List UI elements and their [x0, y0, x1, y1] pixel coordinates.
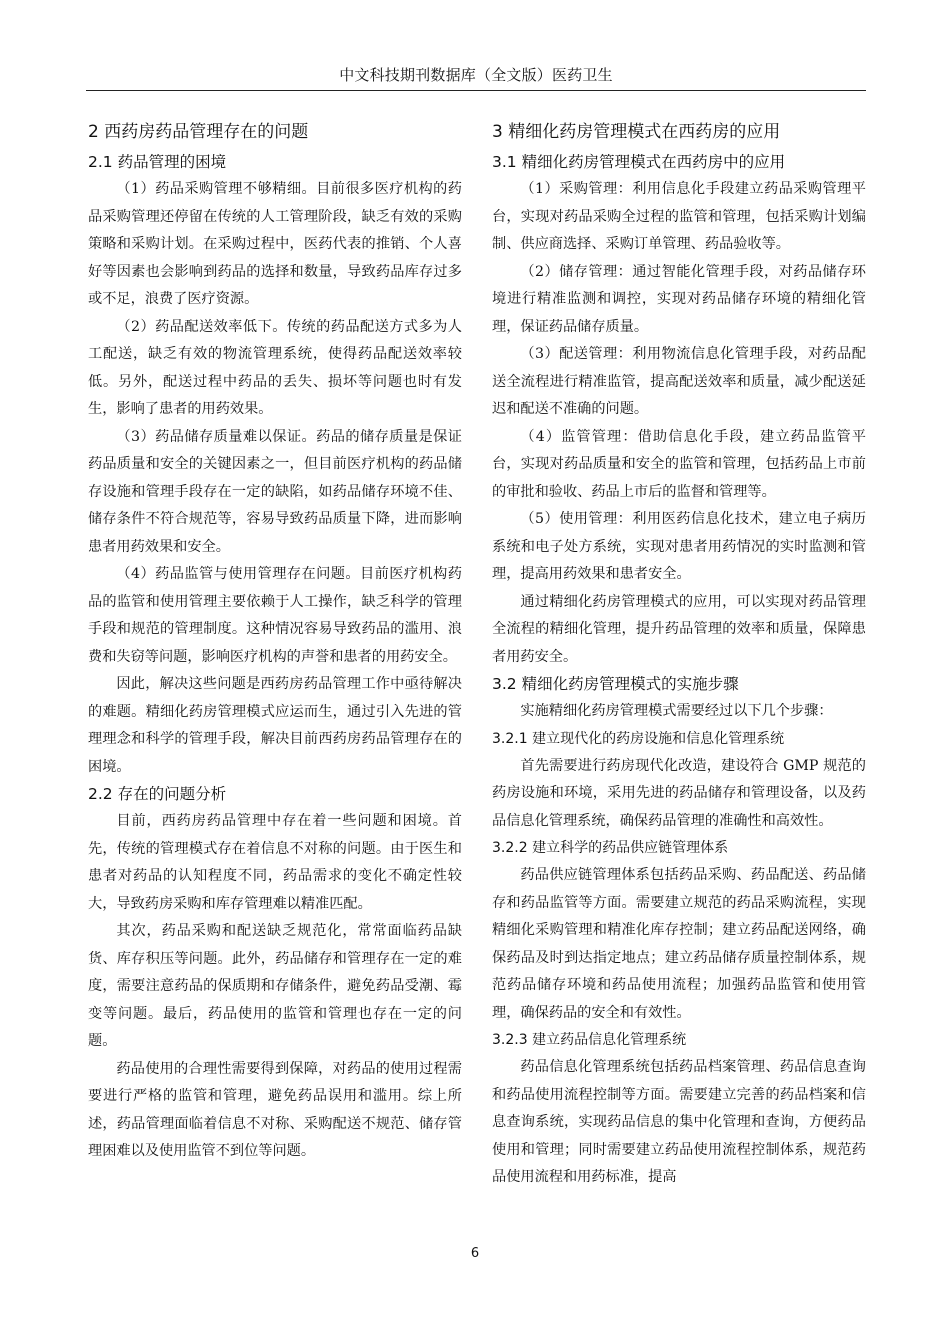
paragraph: （2）储存管理：通过智能化管理手段，对药品储存环境进行精准监测和调控，实现对药品储存环境的精细化管理，保证药品储存质量。	[492, 263, 866, 335]
left-column	[88, 118, 462, 1166]
paragraph: （4）监管管理：借助信息化手段，建立药品监管平台，实现对药品质量和安全的监管和管理，包括药品上市前的审批和验收、药品上市后的监督和管理等。	[492, 428, 866, 500]
paragraph: 目前，西药房药品管理中存在着一些问题和困境。首先，传统的管理模式存在着信息不对称的问题。由于医生和患者对药品的认知程度不同，药品需求的变化不确定性较大，导致药房采购和库存管理难以精准匹配。	[88, 813, 462, 912]
paragraph: 因此，解决这些问题是西药房药品管理工作中亟待解决的难题。精细化药房管理模式应运而生，通过引入先进的管理理念和科学的管理手段，解决目前西药房药品管理存在的困境。	[88, 676, 462, 775]
paragraph: （4）药品监管与使用管理存在问题。目前医疗机构药品的监管和使用管理主要依赖于人工操作，缺乏科学的管理手段和规范的管理制度。这种情况容易导致药品的滥用、浪费和失窃等问题，影响医疗机构的声誉和患者的用药安全。	[88, 566, 462, 665]
section-3-2-heading: 3.2 精细化药房管理模式的实施步骤	[492, 675, 739, 693]
paragraph: 首先需要进行药房现代化改造，建设符合 GMP 规范的药房设施和环境，采用先进的药品储存和管理设备，以及药品信息化管理系统，确保药品管理的准确性和高效性。	[492, 757, 866, 829]
paragraph: （3）配送管理：利用物流信息化管理手段，对药品配送全流程进行精准监管，提高配送效率和质量，减少配送延迟和配送不准确的问题。	[492, 346, 866, 417]
section-3-2-2-heading: 3.2.2 建立科学的药品供应链管理体系	[492, 840, 729, 856]
right-column	[492, 118, 866, 1192]
section-2-1-heading: 2.1 药品管理的困境	[88, 153, 227, 171]
page-number: 6	[470, 1246, 480, 1261]
section-3-2-1-heading: 3.2.1 建立现代化的药房设施和信息化管理系统	[492, 730, 785, 747]
section-3-2-3-heading: 3.2.3 建立药品信息化管理系统	[492, 1032, 687, 1048]
running-header: 中文科技期刊数据库（全文版）医药卫生	[86, 62, 866, 91]
paragraph: （3）药品储存质量难以保证。药品的储存质量是保证药品质量和安全的关键因素之一，但目前医疗机构的药品储存设施和管理手段存在一定的缺陷，如药品储存环境不佳、储存条件不符合规范等，容易导致药品质量下降，进而影响患者用药效果和安全。	[88, 428, 462, 555]
paragraph: 其次，药品采购和配送缺乏规范化，常常面临药品缺货、库存积压等问题。此外，药品储存和管理存在一定的难度，需要注意药品的保质期和存储条件，避免药品受潮、霉变等问题。最后，药品使用的监管和管理也存在一定的问题。	[88, 923, 462, 1049]
section-2-heading: 2 西药房药品管理存在的问题	[88, 122, 309, 142]
paragraph: （2）药品配送效率低下。传统的药品配送方式多为人工配送，缺乏有效的物流管理系统，使得药品配送效率较低。另外，配送过程中药品的丢失、损坏等问题也时有发生，影响了患者的用药效果。	[88, 318, 462, 417]
section-3-heading: 3 精细化药房管理模式在西药房的应用	[492, 122, 781, 142]
paragraph: 实施精细化药房管理模式需要经过以下几个步骤：	[520, 703, 833, 719]
paragraph: 药品使用的合理性需要得到保障，对药品的使用过程需要进行严格的监管和管理，避免药品误用和滥用。综上所述，药品管理面临着信息不对称、采购配送不规范、储存管理困难以及使用监管不到位等问题。	[88, 1060, 462, 1159]
paragraph: 药品供应链管理体系包括药品采购、药品配送、药品储存和药品监管等方面。需要建立规范的药品采购流程，实现精细化采购管理和精准化库存控制；建立药品配送网络，确保药品及时到达指定地点；建立药品储存质量控制体系，规范药品储存环境和药品使用流程；加强药品监管和使用管理，确保药品的安全和有效性。	[492, 867, 866, 1021]
paragraph: （1）药品采购管理不够精细。目前很多医疗机构的药品采购管理还停留在传统的人工管理阶段，缺乏有效的采购策略和采购计划。在采购过程中，医药代表的推销、个人喜好等因素也会影响到药品的选择和数量，导致药品库存过多或不足，浪费了医疗资源。	[88, 181, 462, 307]
paragraph: （5）使用管理：利用医药信息化技术，建立电子病历系统和电子处方系统，实现对患者用药情况的实时监测和管理，提高用药效果和患者安全。	[492, 511, 866, 582]
paragraph: （1）采购管理：利用信息化手段建立药品采购管理平台，实现对药品采购全过程的监管和管理，包括采购计划编制、供应商选择、采购订单管理、药品验收等。	[492, 181, 866, 252]
paragraph: 药品信息化管理系统包括药品档案管理、药品信息查询和药品使用流程控制等方面。需要建立完善的药品档案和信息查询系统，实现药品信息的集中化管理和查询，方便药品使用和管理；同时需要建立药品使用流程控制体系，规范药品使用流程和用药标准，提高	[492, 1059, 866, 1185]
section-3-1-heading: 3.1 精细化药房管理模式在西药房中的应用	[492, 153, 786, 171]
paragraph: 通过精细化药房管理模式的应用，可以实现对药品管理全流程的精细化管理，提升药品管理的效率和质量，保障患者用药安全。	[492, 593, 866, 665]
section-2-2-heading: 2.2 存在的问题分析	[88, 785, 227, 803]
